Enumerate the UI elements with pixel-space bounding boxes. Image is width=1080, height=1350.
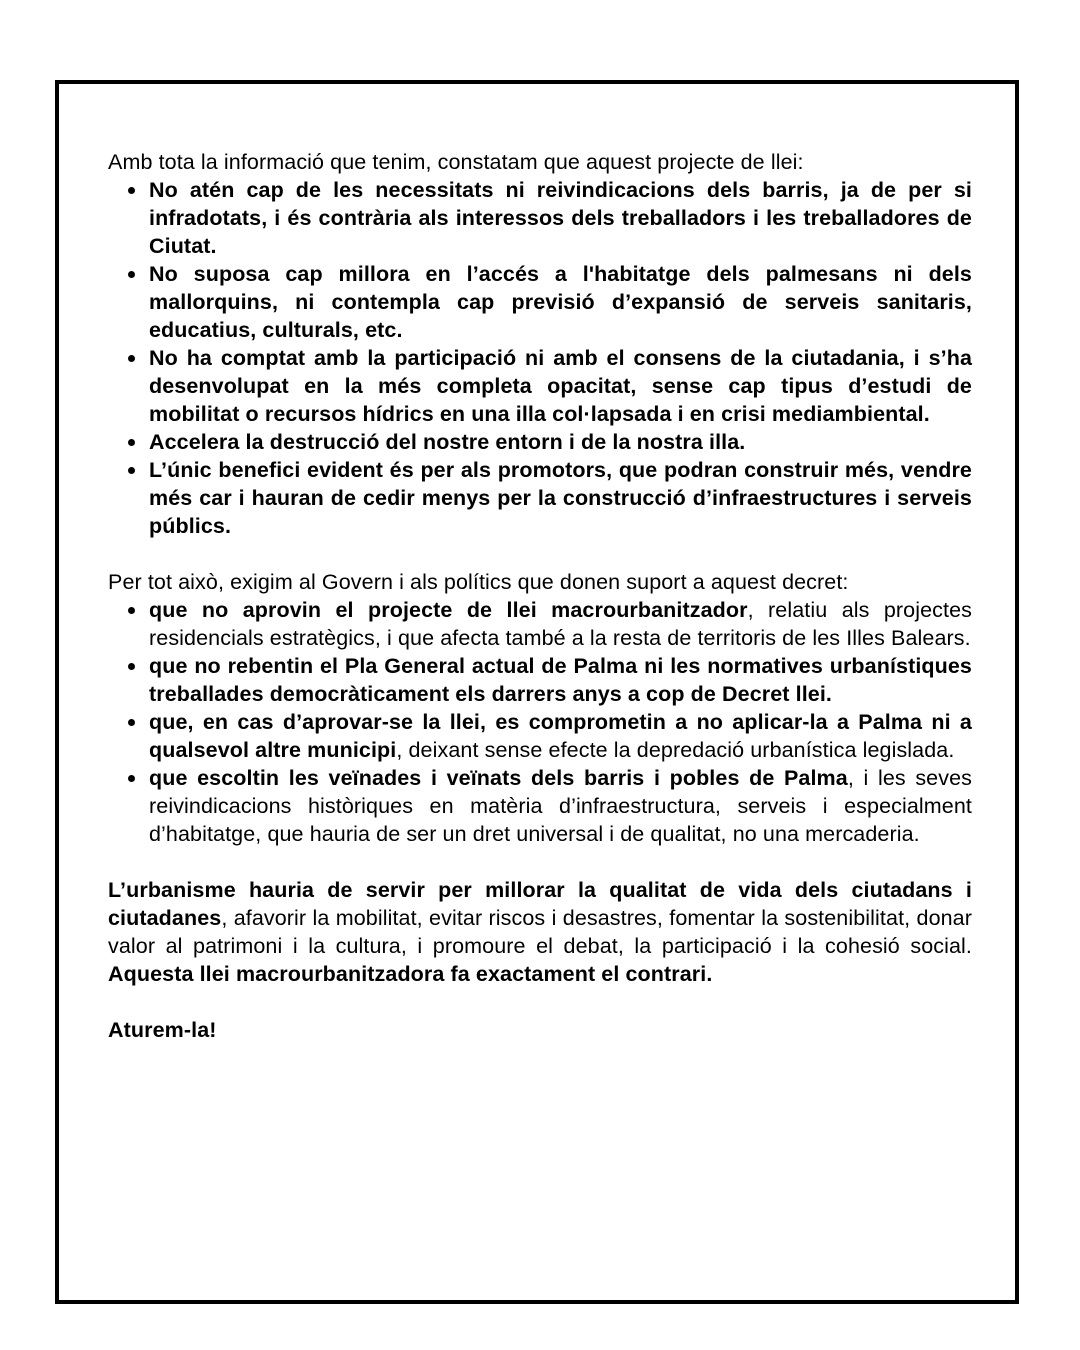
demand-normal-text: , relatiu als projectes residencials estratègics, i que afecta també a la resta de territoris de les Illes Balears. <box>149 598 972 650</box>
list-item: L’únic benefici evident és per als promotors, que podran construir més, vendre més car i hauran de cedir menys per la construcció d’infraestructures i serveis públics. <box>149 458 972 538</box>
demands-list <box>108 596 972 848</box>
list-item <box>149 652 972 708</box>
demand-normal-text: , i les seves reivindicacions històriques en matèria d’infraestructura, serveis i especialment d’habitatge, que hauria de ser un dret universal i de qualitat, no una mercaderia. <box>149 766 972 846</box>
document-body <box>108 148 972 1044</box>
demand-normal-text: , deixant sense efecte la depredació urbanística legislada. <box>396 738 955 762</box>
intro-paragraph-2: Per tot això, exigim al Govern i als polítics que donen suport a aquest decret: <box>108 570 849 594</box>
closing-bold-text: Aquesta llei macrourbanitzadora fa exactament el contrari. <box>108 962 713 986</box>
closing-bold-text: L’urbanisme hauria de servir per millorar la qualitat de vida dels ciutadans i ciutadanes <box>108 878 972 930</box>
intro-paragraph-1: Amb tota la informació que tenim, constatam que aquest projecte de llei: <box>108 150 804 174</box>
demand-bold-text: que no rebentin el Pla General actual de Palma ni les normatives urbanístiques treballades democràticament els darrers anys a cop de Decret llei. <box>149 654 972 706</box>
list-item: Accelera la destrucció del nostre entorn i de la nostra illa. <box>149 428 972 456</box>
final-call: Aturem-la! <box>108 1018 217 1042</box>
demand-bold-text: que, en cas d’aprovar-se la llei, es comprometin a no aplicar-la a Palma ni a qualsevol altre municipi <box>149 710 972 762</box>
list-item: No atén cap de les necessitats ni reivindicacions dels barris, ja de per si infradotats, i és contrària als interessos dels treballadors i les treballadores de Ciutat. <box>149 178 972 258</box>
concerns-list <box>108 176 972 540</box>
demand-bold-text: que no aprovin el projecte de llei macrourbanitzador <box>149 598 748 622</box>
closing-normal-text: , afavorir la mobilitat, evitar riscos i desastres, fomentar la sostenibilitat, donar valor al patrimoni i la cultura, i promoure el debat, la participació i la cohesió social. <box>108 906 972 958</box>
list-item: No suposa cap millora en l’accés a l'habitatge dels palmesans ni dels mallorquins, ni contempla cap previsió d’expansió de serveis sanitaris, educatius, culturals, etc. <box>149 262 972 342</box>
list-item <box>149 764 972 848</box>
closing-paragraph <box>108 876 972 988</box>
demand-bold-text: que escoltin les veïnades i veïnats dels barris i pobles de Palma <box>149 766 848 790</box>
list-item <box>149 708 972 764</box>
list-item <box>149 596 972 652</box>
list-item: No ha comptat amb la participació ni amb el consens de la ciutadania, i s’ha desenvolupat en la més completa opacitat, sense cap tipus d’estudi de mobilitat o recursos hídrics en una illa col·lapsada i en crisi mediambiental. <box>149 346 972 426</box>
